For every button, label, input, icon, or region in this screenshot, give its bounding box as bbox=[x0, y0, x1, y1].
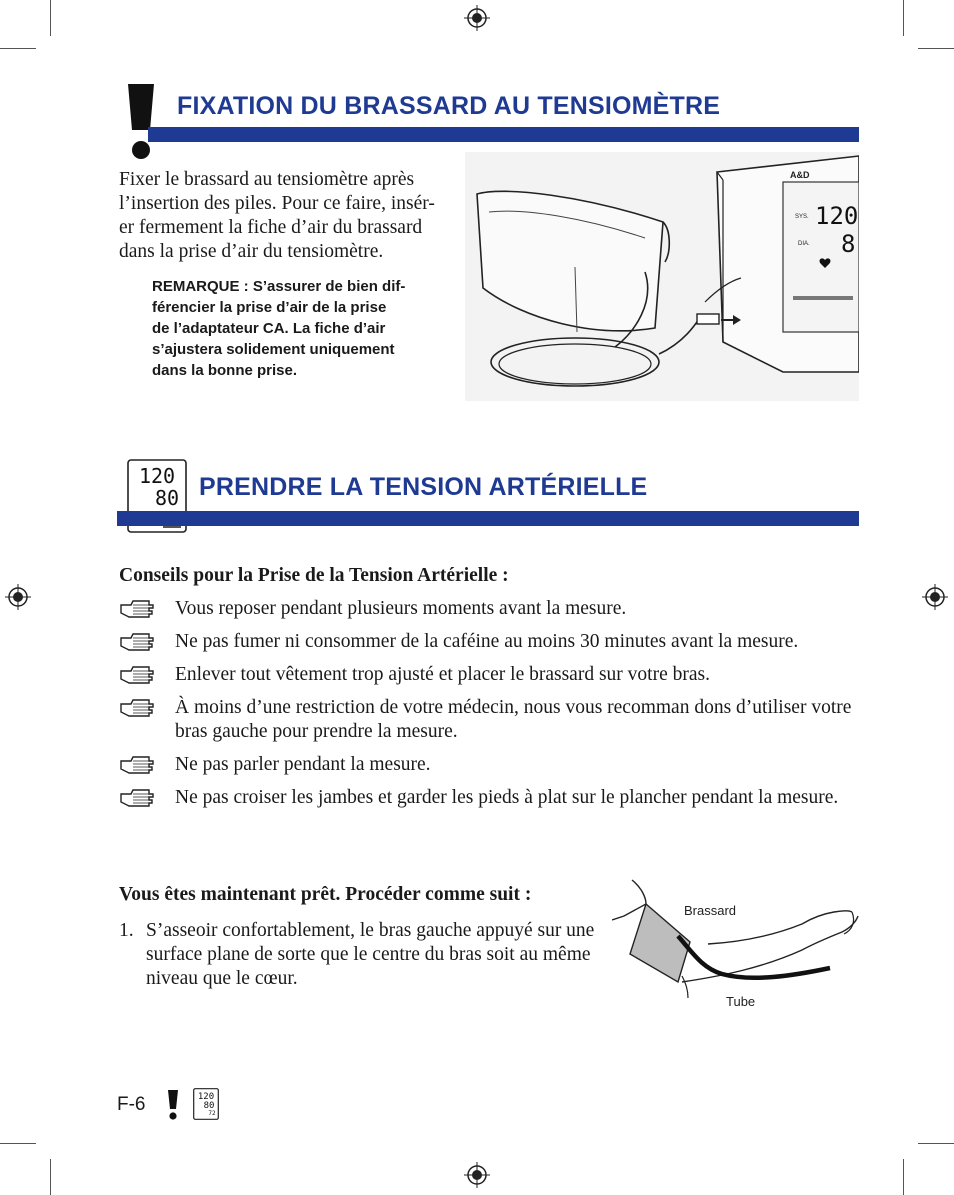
tip-text: À moins d’une restriction de votre médecin, nous vous recomman dons d’utiliser votre bras gauche pour prendre la mesure. bbox=[175, 697, 852, 742]
crop-mark bbox=[918, 48, 954, 49]
label-cuff: Brassard bbox=[684, 903, 737, 918]
registration-mark-icon bbox=[5, 584, 31, 610]
tip-text: Vous reposer pendant plusieurs moments avant la mesure. bbox=[175, 598, 627, 619]
tip-text: Ne pas croiser les jambes et garder les pieds à plat sur le plancher pendant la mesure. bbox=[175, 787, 839, 808]
text-line: er fermement la fiche d’air du brassard bbox=[119, 217, 423, 238]
footer-icon-pulse: 72 bbox=[208, 1110, 216, 1117]
icon-sys-value: 120 bbox=[138, 464, 176, 488]
step-number: 1. bbox=[119, 920, 134, 941]
ready-heading: Vous êtes maintenant prêt. Procéder comme suit : bbox=[119, 884, 532, 905]
pointing-hand-icon bbox=[119, 599, 155, 619]
section-title-tension: PRENDRE LA TENSION ARTÉRIELLE bbox=[199, 473, 648, 501]
tip-text: Ne pas parler pendant la mesure. bbox=[175, 754, 431, 775]
fixation-paragraph bbox=[119, 168, 459, 264]
section-title-fixation: FIXATION DU BRASSARD AU TENSIOMÈTRE bbox=[177, 92, 721, 120]
tip-item bbox=[119, 630, 864, 654]
footer-icon-sys: 120 bbox=[197, 1092, 215, 1102]
pointing-hand-icon bbox=[119, 632, 155, 652]
crop-mark bbox=[903, 0, 904, 36]
device-brand: A&D bbox=[790, 170, 810, 180]
pointing-hand-icon bbox=[119, 665, 155, 685]
arm-cuff-illustration bbox=[612, 872, 864, 1012]
tip-item bbox=[119, 786, 864, 810]
note-line: dans la bonne prise. bbox=[152, 362, 298, 379]
tip-text: Ne pas fumer ni consommer de la caféine au moins 30 minutes avant la mesure. bbox=[175, 631, 799, 652]
crop-mark bbox=[50, 0, 51, 36]
note-remarque bbox=[152, 276, 452, 381]
tip-item bbox=[119, 753, 864, 777]
tips-list bbox=[119, 597, 864, 819]
text-line: l’insertion des piles. Pour ce faire, insér- bbox=[119, 193, 435, 214]
footer-icon-dia: 80 bbox=[203, 1101, 215, 1111]
icon-dia-value: 80 bbox=[154, 486, 180, 510]
tip-text: Enlever tout vêtement trop ajusté et placer le brassard sur votre bras. bbox=[175, 664, 710, 685]
tip-item bbox=[119, 597, 864, 621]
note-line: REMARQUE : S’assurer de bien dif- bbox=[152, 278, 406, 295]
crop-mark bbox=[50, 1159, 51, 1195]
page-number: F-6 bbox=[117, 1094, 146, 1115]
pointing-hand-icon bbox=[119, 788, 155, 808]
note-line: férencier la prise d’air de la prise bbox=[152, 299, 387, 316]
step-text: S’asseoir confortablement, le bras gauche appuyé sur une surface plane de sorte que le centre du bras soit au même niveau que le cœur. bbox=[146, 920, 595, 989]
exclamation-icon bbox=[166, 1090, 180, 1120]
blood-pressure-display-icon bbox=[193, 1088, 219, 1120]
exclamation-icon bbox=[124, 84, 158, 160]
step-1 bbox=[119, 919, 597, 991]
cuff-monitor-illustration bbox=[465, 152, 859, 401]
pointing-hand-icon bbox=[119, 698, 155, 718]
registration-mark-icon bbox=[464, 1162, 490, 1188]
tip-item bbox=[119, 696, 864, 744]
pointing-hand-icon bbox=[119, 755, 155, 775]
crop-mark bbox=[0, 1143, 36, 1144]
device-dia-label: DIA. bbox=[798, 241, 810, 247]
crop-mark bbox=[0, 48, 36, 49]
tips-heading: Conseils pour la Prise de la Tension Artérielle : bbox=[119, 565, 509, 586]
crop-mark bbox=[903, 1159, 904, 1195]
section-title-underline bbox=[117, 511, 859, 526]
text-line: Fixer le brassard au tensiomètre après bbox=[119, 169, 415, 190]
note-line: de l’adaptateur CA. La fiche d’air bbox=[152, 320, 386, 337]
section-title-underline bbox=[148, 127, 859, 142]
registration-mark-icon bbox=[922, 584, 948, 610]
device-sys-value: 120 bbox=[815, 202, 859, 230]
label-tube: Tube bbox=[726, 994, 756, 1009]
device-sys-label: SYS. bbox=[795, 214, 809, 220]
note-line: s’ajustera solidement uniquement bbox=[152, 341, 395, 358]
crop-mark bbox=[918, 1143, 954, 1144]
registration-mark-icon bbox=[464, 5, 490, 31]
text-line: dans la prise d’air du tensiomètre. bbox=[119, 241, 384, 262]
tip-item bbox=[119, 663, 864, 687]
device-dia-value: 8 bbox=[841, 230, 856, 258]
